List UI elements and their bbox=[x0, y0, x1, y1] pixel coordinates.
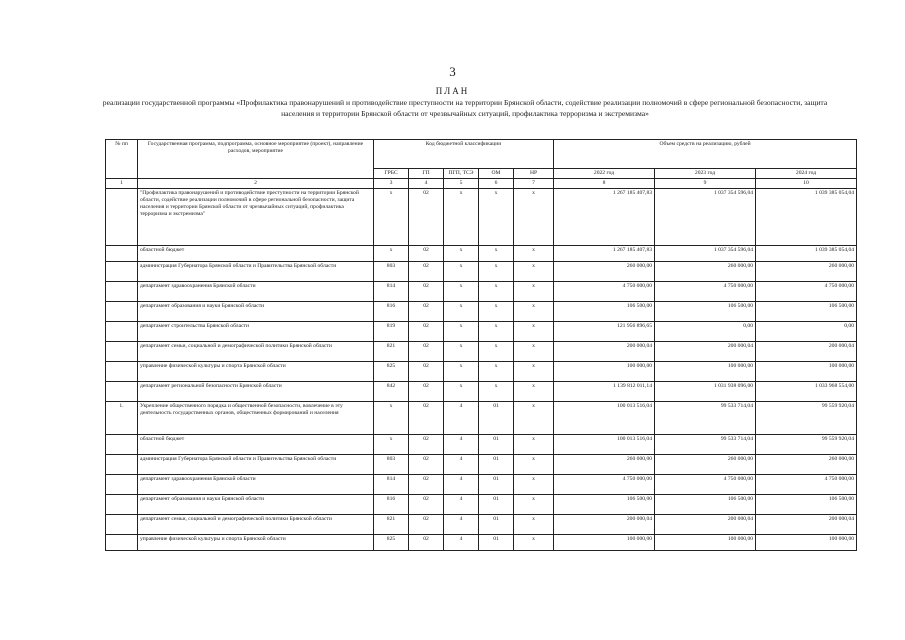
cell-nr: х bbox=[514, 282, 554, 302]
cell-grbs: х bbox=[374, 435, 409, 455]
cell-om: 01 bbox=[479, 475, 514, 495]
row-name: администрация Губернатора Брянской области и Правительства Брянской области bbox=[138, 262, 374, 282]
table-row bbox=[106, 535, 857, 551]
page-number: 3 bbox=[449, 64, 456, 79]
row-number bbox=[106, 302, 138, 322]
table-row bbox=[106, 455, 857, 475]
cell-nr: х bbox=[514, 475, 554, 495]
row-name: департамент образования и науки Брянской области bbox=[138, 302, 374, 322]
row-name: областной бюджет bbox=[138, 435, 374, 455]
row-number bbox=[106, 362, 138, 382]
cell-grbs: 814 bbox=[374, 475, 409, 495]
cell-pgp: х bbox=[444, 262, 479, 282]
cell-grbs: 819 bbox=[374, 322, 409, 342]
cell-pgp: х bbox=[444, 246, 479, 262]
cell-gp: 02 bbox=[409, 382, 444, 402]
cell-gp: 02 bbox=[409, 402, 444, 435]
cell-gp: 02 bbox=[409, 435, 444, 455]
cell-2024: 100 000,00 bbox=[756, 535, 857, 551]
cell-2024: 200 000,04 bbox=[756, 342, 857, 362]
cell-2024: 4 750 000,00 bbox=[756, 475, 857, 495]
cell-2024: 99 559 920,04 bbox=[756, 435, 857, 455]
cell-nr: х bbox=[514, 535, 554, 551]
cell-2023: 106 500,00 bbox=[655, 302, 756, 322]
cell-pgp: 4 bbox=[444, 435, 479, 455]
cell-nr: х bbox=[514, 322, 554, 342]
cell-grbs: х bbox=[374, 402, 409, 435]
cell-om: 01 bbox=[479, 535, 514, 551]
table-row bbox=[106, 246, 857, 262]
cell-2022: 100 000,00 bbox=[554, 535, 655, 551]
cell-om: х bbox=[479, 302, 514, 322]
cell-2024: 1 033 968 554,00 bbox=[756, 382, 857, 402]
cell-grbs: 821 bbox=[374, 515, 409, 535]
table-row bbox=[106, 435, 857, 455]
cell-2023: 1 037 354 596,04 bbox=[655, 189, 756, 246]
cell-2022: 200 000,04 bbox=[554, 342, 655, 362]
row-number bbox=[106, 475, 138, 495]
cell-nr: х bbox=[514, 495, 554, 515]
cell-om: 01 bbox=[479, 402, 514, 435]
cell-2022: 200 000,04 bbox=[554, 515, 655, 535]
row-number bbox=[106, 535, 138, 551]
cell-2022: 1 139 812 011,14 bbox=[554, 382, 655, 402]
table-row bbox=[106, 189, 857, 246]
cell-pgp: 4 bbox=[444, 475, 479, 495]
column-number: 2 bbox=[138, 179, 374, 189]
row-name: департамент строительства Брянской области bbox=[138, 322, 374, 342]
cell-2022: 4 750 000,00 bbox=[554, 475, 655, 495]
row-number bbox=[106, 495, 138, 515]
cell-2023: 106 500,00 bbox=[655, 495, 756, 515]
cell-gp: 02 bbox=[409, 302, 444, 322]
cell-2024: 1 039 385 054,04 bbox=[756, 189, 857, 246]
cell-2023: 99 533 714,04 bbox=[655, 435, 756, 455]
cell-om: х bbox=[479, 342, 514, 362]
cell-pgp: 4 bbox=[444, 515, 479, 535]
cell-2024: 0,00 bbox=[756, 322, 857, 342]
table-row bbox=[106, 302, 857, 322]
cell-nr: х bbox=[514, 435, 554, 455]
row-name: администрация Губернатора Брянской области и Правительства Брянской области bbox=[138, 455, 374, 475]
header-program: Государственная программа, подпрограмма, основное мероприятие (проект), направление расходов, мероприятие bbox=[138, 140, 374, 179]
cell-gp: 02 bbox=[409, 362, 444, 382]
cell-nr: х bbox=[514, 302, 554, 322]
cell-2023: 100 000,00 bbox=[655, 535, 756, 551]
row-name: департамент образования и науки Брянской области bbox=[138, 495, 374, 515]
cell-2024: 106 500,00 bbox=[756, 495, 857, 515]
cell-gp: 02 bbox=[409, 189, 444, 246]
column-number: 3 bbox=[374, 179, 409, 189]
cell-2022: 260 000,00 bbox=[554, 455, 655, 475]
plan-title: ПЛАН bbox=[435, 86, 470, 96]
table-row bbox=[106, 322, 857, 342]
cell-grbs: 842 bbox=[374, 382, 409, 402]
header-pgp: ПГП, ТСЭ bbox=[444, 169, 479, 179]
cell-nr: х bbox=[514, 402, 554, 435]
plan-table bbox=[105, 139, 857, 551]
cell-pgp: х bbox=[444, 302, 479, 322]
cell-grbs: 816 bbox=[374, 495, 409, 515]
cell-om: х bbox=[479, 362, 514, 382]
cell-om: 01 bbox=[479, 455, 514, 475]
header-budget-code: Код бюджетной классификации bbox=[374, 140, 554, 169]
cell-2024: 106 500,00 bbox=[756, 302, 857, 322]
cell-2023: 99 533 714,04 bbox=[655, 402, 756, 435]
table-row bbox=[106, 382, 857, 402]
row-number bbox=[106, 382, 138, 402]
cell-2022: 100 000,00 bbox=[554, 362, 655, 382]
cell-pgp: х bbox=[444, 382, 479, 402]
cell-gp: 02 bbox=[409, 475, 444, 495]
cell-2023: 100 000,00 bbox=[655, 362, 756, 382]
cell-om: 01 bbox=[479, 515, 514, 535]
cell-pgp: х bbox=[444, 342, 479, 362]
header-grbs: ГРБС bbox=[374, 169, 409, 179]
cell-om: 01 bbox=[479, 435, 514, 455]
header-2024: 2024 год bbox=[756, 169, 857, 179]
cell-2022: 106 500,00 bbox=[554, 302, 655, 322]
cell-2022: 1 267 185 407,83 bbox=[554, 189, 655, 246]
cell-2022: 121 956 896,65 bbox=[554, 322, 655, 342]
column-number: 6 bbox=[479, 179, 514, 189]
cell-2024: 100 000,00 bbox=[756, 362, 857, 382]
row-number bbox=[106, 322, 138, 342]
cell-grbs: х bbox=[374, 246, 409, 262]
cell-gp: 02 bbox=[409, 322, 444, 342]
cell-gp: 02 bbox=[409, 342, 444, 362]
cell-om: х bbox=[479, 189, 514, 246]
cell-nr: х bbox=[514, 515, 554, 535]
cell-gp: 02 bbox=[409, 282, 444, 302]
header-2022: 2022 год bbox=[554, 169, 655, 179]
cell-pgp: 4 bbox=[444, 455, 479, 475]
cell-nr: х bbox=[514, 246, 554, 262]
table-row bbox=[106, 342, 857, 362]
table-row bbox=[106, 282, 857, 302]
table-row bbox=[106, 262, 857, 282]
cell-gp: 02 bbox=[409, 515, 444, 535]
header-2023: 2023 год bbox=[655, 169, 756, 179]
row-name: управление физической культуры и спорта Брянской области bbox=[138, 362, 374, 382]
table-row bbox=[106, 402, 857, 435]
cell-gp: 02 bbox=[409, 246, 444, 262]
cell-om: 01 bbox=[479, 495, 514, 515]
table-row bbox=[106, 475, 857, 495]
cell-grbs: 814 bbox=[374, 282, 409, 302]
row-name: департамент здравоохранения Брянской области bbox=[138, 475, 374, 495]
cell-2023: 260 000,00 bbox=[655, 455, 756, 475]
cell-pgp: х bbox=[444, 322, 479, 342]
column-number: 4 bbox=[409, 179, 444, 189]
column-numbers-row bbox=[106, 179, 857, 189]
cell-2023: 1 037 354 596,04 bbox=[655, 246, 756, 262]
row-name: департамент здравоохранения Брянской области bbox=[138, 282, 374, 302]
table-row bbox=[106, 495, 857, 515]
row-number bbox=[106, 455, 138, 475]
cell-grbs: 816 bbox=[374, 302, 409, 322]
row-number bbox=[106, 342, 138, 362]
cell-om: х bbox=[479, 322, 514, 342]
cell-nr: х bbox=[514, 362, 554, 382]
cell-2022: 4 750 000,00 bbox=[554, 282, 655, 302]
cell-2023: 0,00 bbox=[655, 322, 756, 342]
cell-nr: х bbox=[514, 342, 554, 362]
table-row bbox=[106, 515, 857, 535]
cell-gp: 02 bbox=[409, 262, 444, 282]
cell-2023: 1 031 938 096,00 bbox=[655, 382, 756, 402]
row-name: областной бюджет bbox=[138, 246, 374, 262]
cell-pgp: 4 bbox=[444, 535, 479, 551]
cell-2022: 100 013 516,04 bbox=[554, 435, 655, 455]
row-name: "Профилактика правонарушений и противодействие преступности на территории Брянской области, содействие реализации полномочий в сфере региональной безопасности, защита населения и территории Брянской области от чрезвычайных ситуаций, профилактика терроризма и экстремизма" bbox=[138, 189, 374, 246]
header-gp: ГП bbox=[409, 169, 444, 179]
column-number: 9 bbox=[655, 179, 756, 189]
cell-2024: 260 000,00 bbox=[756, 455, 857, 475]
column-number: 5 bbox=[444, 179, 479, 189]
row-name: управление физической культуры и спорта Брянской области bbox=[138, 535, 374, 551]
cell-grbs: 821 bbox=[374, 342, 409, 362]
cell-2023: 4 750 000,00 bbox=[655, 475, 756, 495]
cell-grbs: 803 bbox=[374, 262, 409, 282]
cell-2023: 4 750 000,00 bbox=[655, 282, 756, 302]
cell-2023: 260 000,00 bbox=[655, 262, 756, 282]
row-number: 1. bbox=[106, 402, 138, 435]
cell-gp: 02 bbox=[409, 495, 444, 515]
row-name: департамент семьи, социальной и демографической политики Брянской области bbox=[138, 515, 374, 535]
cell-nr: х bbox=[514, 382, 554, 402]
row-number bbox=[106, 246, 138, 262]
cell-om: х bbox=[479, 282, 514, 302]
cell-om: х bbox=[479, 262, 514, 282]
cell-gp: 02 bbox=[409, 535, 444, 551]
column-number: 8 bbox=[554, 179, 655, 189]
cell-2022: 106 500,00 bbox=[554, 495, 655, 515]
cell-2022: 1 267 185 407,83 bbox=[554, 246, 655, 262]
cell-grbs: 803 bbox=[374, 455, 409, 475]
cell-grbs: х bbox=[374, 189, 409, 246]
cell-2022: 100 013 516,04 bbox=[554, 402, 655, 435]
row-number bbox=[106, 262, 138, 282]
header-om: ОМ bbox=[479, 169, 514, 179]
header-no: № пп bbox=[106, 140, 138, 179]
cell-2024: 4 750 000,00 bbox=[756, 282, 857, 302]
cell-nr: х bbox=[514, 262, 554, 282]
cell-2023: 200 000,04 bbox=[655, 342, 756, 362]
row-number bbox=[106, 435, 138, 455]
cell-2024: 1 039 385 054,04 bbox=[756, 246, 857, 262]
cell-gp: 02 bbox=[409, 455, 444, 475]
cell-nr: х bbox=[514, 189, 554, 246]
row-number bbox=[106, 515, 138, 535]
row-name: департамент региональной безопасности Брянской области bbox=[138, 382, 374, 402]
row-name: Укрепление общественного порядка и общественной безопасности, вовлечение в эту деятельность государственных органов, общественных формирований и населения bbox=[138, 402, 374, 435]
cell-pgp: х bbox=[444, 362, 479, 382]
cell-om: х bbox=[479, 246, 514, 262]
cell-grbs: 825 bbox=[374, 535, 409, 551]
cell-2024: 260 000,00 bbox=[756, 262, 857, 282]
cell-2023: 200 000,04 bbox=[655, 515, 756, 535]
row-number bbox=[106, 189, 138, 246]
column-number: 10 bbox=[756, 179, 857, 189]
header-funds: Объем средств на реализацию, рублей bbox=[554, 140, 857, 169]
header-nr: НР bbox=[514, 169, 554, 179]
cell-nr: х bbox=[514, 455, 554, 475]
table-row bbox=[106, 362, 857, 382]
cell-pgp: 4 bbox=[444, 402, 479, 435]
row-name: департамент семьи, социальной и демографической политики Брянской области bbox=[138, 342, 374, 362]
plan-subtitle: реализации государственной программы «Профилактика правонарушений и противодействие преступности на территории Брянской области, содействие реализации полномочий в сфере региональной безопасности, защита населения и территории Брянской области от чрезвычайных ситуаций, профилактика терроризма и экстремизма» bbox=[102, 98, 828, 118]
row-number bbox=[106, 282, 138, 302]
cell-pgp: х bbox=[444, 189, 479, 246]
cell-2024: 200 000,04 bbox=[756, 515, 857, 535]
cell-om: х bbox=[479, 382, 514, 402]
cell-pgp: х bbox=[444, 282, 479, 302]
cell-pgp: 4 bbox=[444, 495, 479, 515]
cell-2022: 260 000,00 bbox=[554, 262, 655, 282]
cell-2024: 99 559 920,04 bbox=[756, 402, 857, 435]
column-number: 7 bbox=[514, 179, 554, 189]
cell-grbs: 825 bbox=[374, 362, 409, 382]
column-number: 1 bbox=[106, 179, 138, 189]
